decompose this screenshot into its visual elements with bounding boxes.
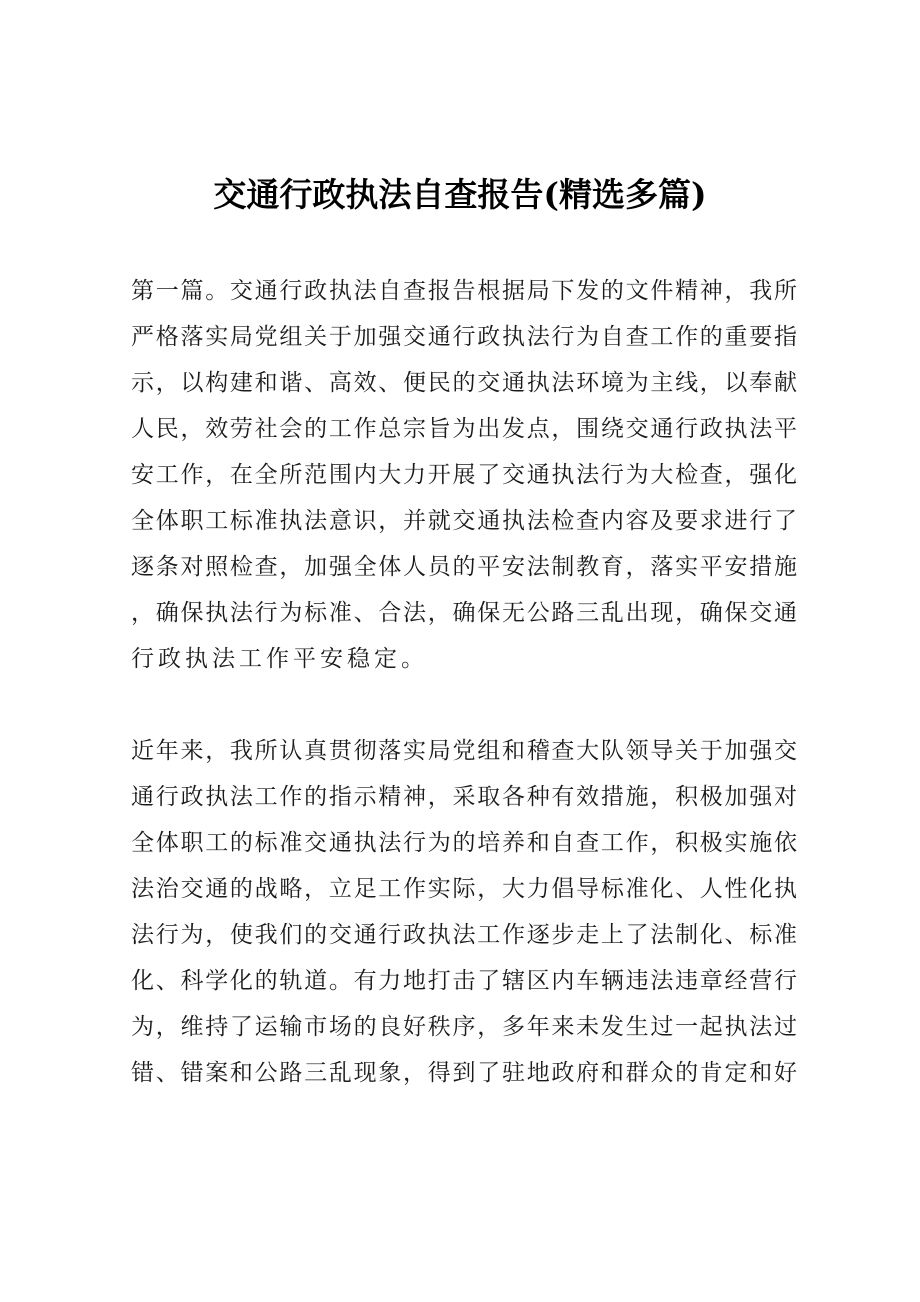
text-line: 化、科学化的轨道。有力地打击了辖区内车辆违法违章经营行 [131,968,797,994]
text-line: 近年来，我所认真贯彻落实局党组和稽查大队领导关于加强交 [131,738,797,764]
document-body [131,268,797,1096]
text-line: 严格落实局党组关于加强交通行政执法行为自查工作的重要指 [131,324,797,350]
text-line: 全体职工标准执法意识，并就交通执法检查内容及要求进行了 [131,508,797,534]
text-line: 第一篇。交通行政执法自查报告根据局下发的文件精神，我所 [131,278,797,304]
text-line: 通行政执法工作的指示精神，采取各种有效措施，积极加强对 [131,784,797,810]
text-line: 人民，效劳社会的工作总宗旨为出发点，围绕交通行政执法平 [131,416,797,442]
text-line: 法行为，使我们的交通行政执法工作逐步走上了法制化、标准 [131,922,797,948]
text-line: 全体职工的标准交通执法行为的培养和自查工作，积极实施依 [131,830,797,856]
text-line: 逐条对照检查，加强全体人员的平安法制教育，落实平安措施 [131,554,797,580]
paragraph-1 [131,268,797,682]
text-line: ，确保执法行为标准、合法，确保无公路三乱出现，确保交通 [131,600,797,626]
document-title: 交通行政执法自查报告(精选多篇) [213,175,707,214]
paragraph-2 [131,728,797,1096]
text-line: 法治交通的战略，立足工作实际，大力倡导标准化、人性化执 [131,876,797,902]
text-line: 为，维持了运输市场的良好秩序，多年来未发生过一起执法过 [131,1014,797,1040]
text-line: 错、错案和公路三乱现象，得到了驻地政府和群众的肯定和好 [131,1060,797,1086]
text-line: 行政执法工作平安稳定。 [131,646,428,672]
text-line: 安工作，在全所范围内大力开展了交通执法行为大检查，强化 [131,462,797,488]
text-line: 示，以构建和谐、高效、便民的交通执法环境为主线，以奉献 [131,370,797,396]
